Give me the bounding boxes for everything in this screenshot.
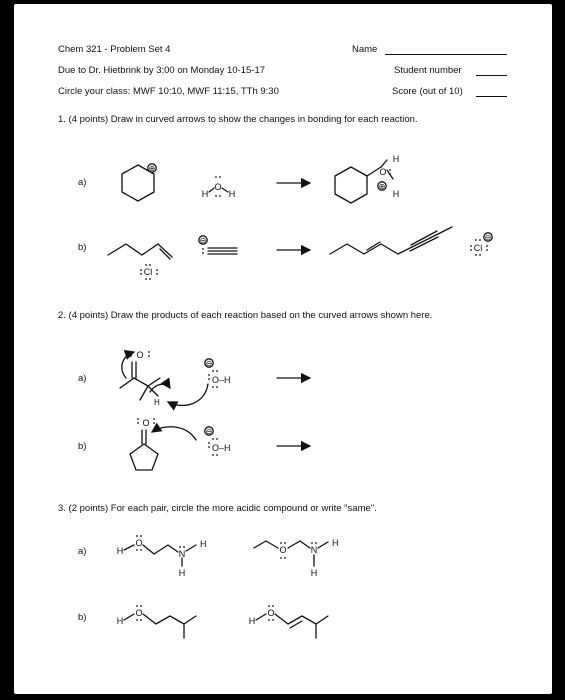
- q2-part-b-label: b): [78, 441, 87, 452]
- q1-part-a-label: a): [78, 177, 87, 188]
- svg-text:O: O: [142, 418, 150, 428]
- q3-part-a-label: a): [78, 546, 87, 557]
- student-number-label: Student number: [394, 65, 462, 76]
- svg-text:⊕: ⊕: [378, 182, 386, 191]
- svg-text:H: H: [200, 539, 207, 549]
- score-label: Score (out of 10): [392, 86, 463, 97]
- svg-text:⊖: ⊖: [199, 236, 207, 245]
- svg-text:⊖: ⊖: [205, 427, 213, 436]
- hydroxide-2a: [208, 370, 230, 388]
- water-h-right: H: [228, 189, 236, 199]
- svg-text:N: N: [310, 545, 318, 555]
- water-oxygen: O: [214, 182, 222, 192]
- svg-text:Cl: Cl: [473, 243, 483, 253]
- svg-text:O–H: O–H: [212, 375, 231, 385]
- svg-text:⊖: ⊖: [205, 359, 213, 368]
- svg-text:O: O: [136, 350, 144, 360]
- water-h-left: H: [201, 189, 209, 199]
- acetylide-anion: [208, 248, 237, 254]
- svg-text:H: H: [248, 616, 256, 626]
- question-2-text: 2. (4 points) Draw the products of each reaction based on the curved arrows shown here.: [58, 310, 433, 321]
- name-label: Name: [352, 44, 378, 55]
- svg-text:H: H: [310, 568, 318, 578]
- class-selection-text: Circle your class: MWF 10:10, MWF 11:15, TTh 9:30: [58, 86, 279, 97]
- svg-text:H: H: [116, 546, 124, 556]
- plus-charge-symbol: ⊕: [148, 164, 156, 173]
- svg-text:H: H: [392, 154, 400, 164]
- question-1-text: 1. (4 points) Draw in curved arrows to show the changes in bonding for each reaction.: [58, 114, 418, 125]
- course-title: Chem 321 - Problem Set 4: [58, 44, 171, 55]
- svg-text:H: H: [116, 616, 124, 626]
- svg-text:⊖: ⊖: [484, 233, 492, 242]
- hydroxide-2b: [208, 438, 230, 456]
- q2-part-a-label: a): [78, 373, 87, 384]
- svg-text:O: O: [135, 608, 143, 618]
- svg-text:O–H: O–H: [212, 443, 231, 453]
- q1-part-b-label: b): [78, 242, 87, 253]
- alkyl-chloride-alkene: [108, 244, 172, 259]
- svg-text:Cl: Cl: [143, 267, 153, 277]
- svg-text:O: O: [135, 538, 143, 548]
- svg-text:O: O: [279, 545, 287, 555]
- cyclopentanone-2b: [130, 430, 158, 470]
- svg-text:H: H: [392, 189, 400, 199]
- svg-text:H: H: [154, 398, 160, 407]
- svg-text:O: O: [379, 167, 387, 177]
- ketone-2a: [120, 362, 160, 400]
- question-3-text: 3. (2 points) For each pair, circle the more acidic compound or write "same".: [58, 503, 377, 514]
- svg-text:O: O: [267, 608, 275, 618]
- enyne-product: [330, 227, 452, 254]
- q3-part-b-label: b): [78, 612, 87, 623]
- water-molecule: [202, 176, 236, 199]
- svg-text:N: N: [178, 549, 186, 559]
- due-date-text: Due to Dr. Hietbrink by 3:00 on Monday 10-15-17: [58, 65, 266, 76]
- svg-text:H: H: [332, 538, 339, 548]
- svg-text:H: H: [178, 568, 186, 578]
